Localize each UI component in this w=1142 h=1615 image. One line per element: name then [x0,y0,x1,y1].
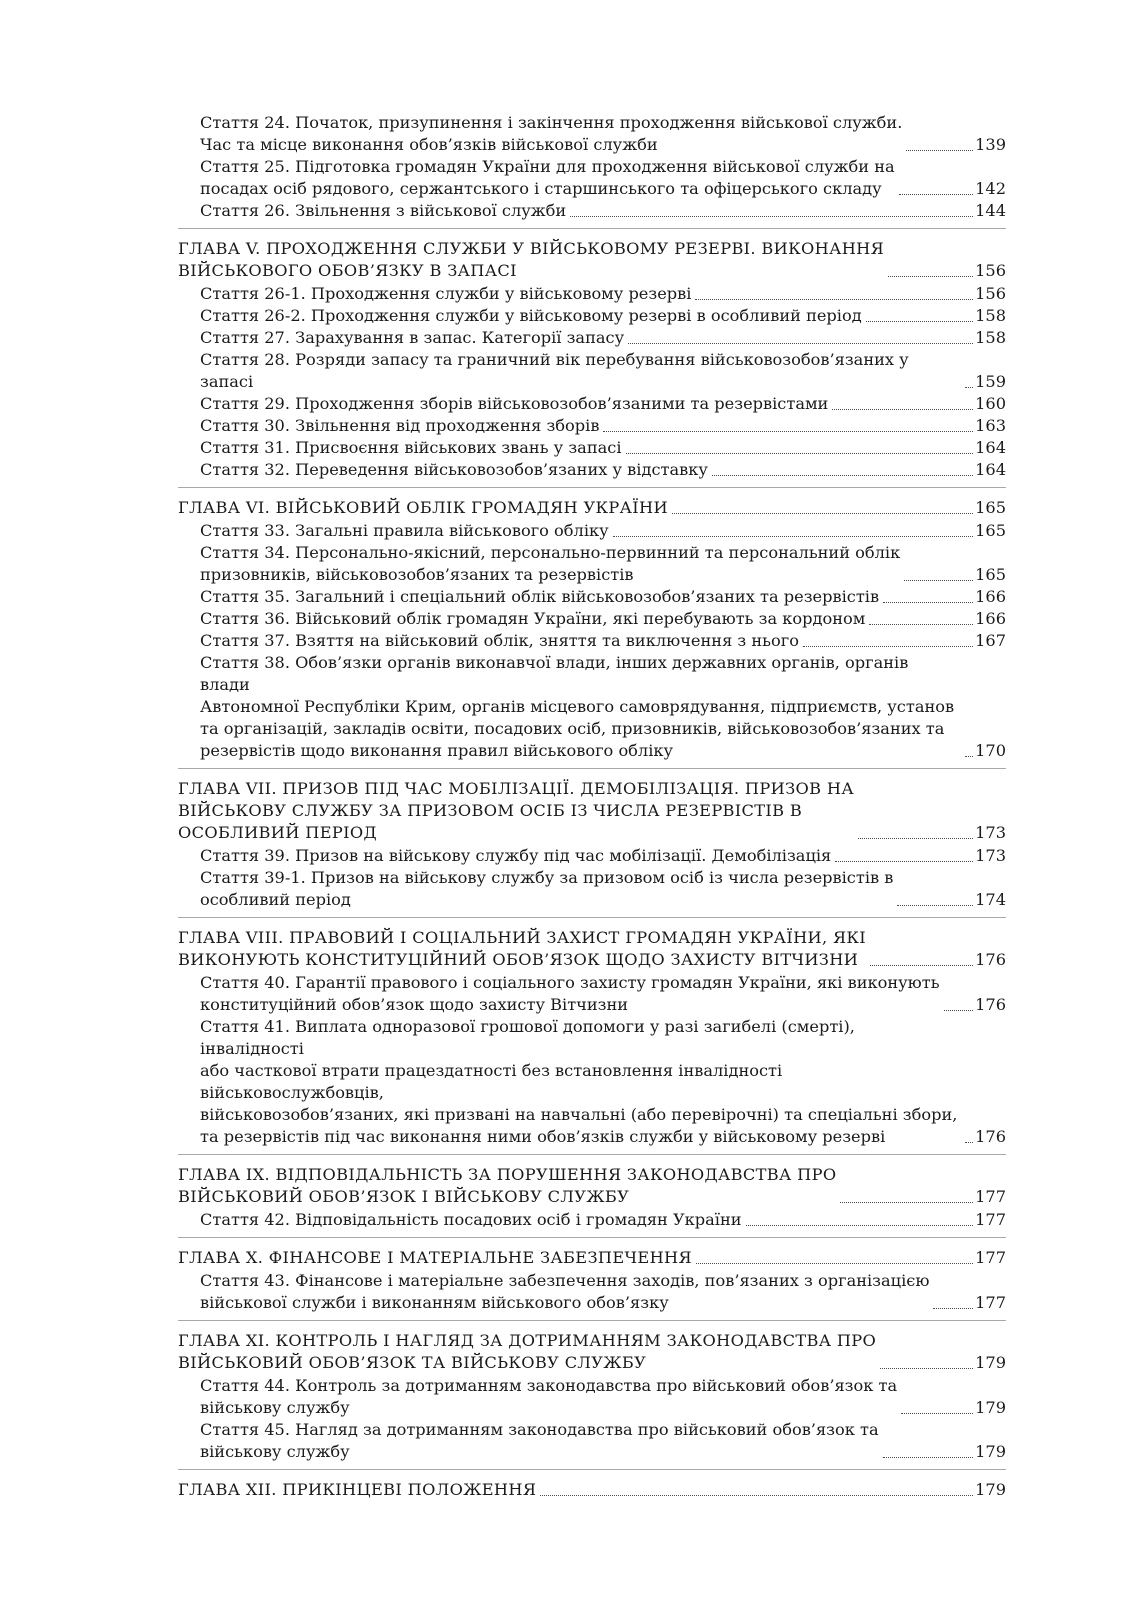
article-title: Стаття 26-2. Проходження служби у військовому резерві в особливий період [200,306,862,325]
chapter-heading-entry[interactable] [178,238,1006,282]
dot-leader [858,838,973,839]
article-title: Стаття 29. Проходження зборів військовозобов’язаними та резервістами [200,394,829,413]
article-entry[interactable] [178,867,1006,911]
article-entry[interactable] [178,305,1006,327]
toc-chapter [178,112,1006,229]
toc-chapter [178,238,1006,488]
article-page-number: 174 [975,890,1006,909]
toc-chapter [178,778,1006,918]
dot-leader [897,905,973,906]
article-page-number: 160 [975,394,1006,413]
table-of-contents [178,112,1006,1517]
chapter-heading-entry[interactable] [178,1164,1006,1208]
dot-leader [880,1368,973,1369]
toc-chapter [178,927,1006,1155]
dot-leader [906,150,973,151]
article-title: Стаття 36. Військовий облік громадян України, які перебувають за кордоном [200,609,866,628]
dot-leader [712,475,973,476]
article-title: Стаття 25. Підготовка громадян України для проходження військової служби на посадах осіб рядового, сержантського і старшинського та офіцерського складу [200,157,895,198]
chapter-heading-entry[interactable] [178,1247,1006,1269]
article-title: Стаття 39. Призов на військову службу під час мобілізації. Демобілізація [200,846,832,865]
chapter-heading-entry[interactable] [178,1330,1006,1374]
article-entry[interactable] [178,349,1006,393]
chapter-page-number: 156 [975,261,1006,280]
toc-chapter [178,1330,1006,1470]
article-page-number: 179 [975,1442,1006,1461]
dot-leader [570,216,973,217]
article-title: Стаття 44. Контроль за дотриманням законодавства про військовий обов’язок та військову службу [200,1376,898,1417]
chapter-page-number: 177 [975,1248,1006,1267]
article-title: Стаття 31. Присвоєння військових звань у запасі [200,438,622,457]
chapter-title: ГЛАВА VI. ВІЙСЬКОВИЙ ОБЛІК ГРОМАДЯН УКРАЇНИ [178,498,668,517]
article-entry[interactable] [178,586,1006,608]
article-title: Стаття 38. Обов’язки органів виконавчої влади, інших державних органів, органів влади Автономної Республіки Крим, органів місцевого самоврядування, підприємств, установ та організацій, закладів освіти, посадових осіб, призовників, військовозобов’язаних та резервістів щодо виконання правил військового обліку [200,653,955,760]
chapter-page-number: 179 [975,1480,1006,1499]
dot-leader [540,1495,973,1496]
article-title: Стаття 30. Звільнення від проходження зборів [200,416,600,435]
article-entry[interactable] [178,972,1006,1016]
article-entry[interactable] [178,520,1006,542]
article-page-number: 144 [975,201,1006,220]
article-page-number: 173 [975,846,1006,865]
article-entry[interactable] [178,1419,1006,1463]
article-page-number: 165 [975,565,1006,584]
article-page-number: 156 [975,284,1006,303]
article-entry[interactable] [178,1375,1006,1419]
dot-leader [696,1263,973,1264]
article-title: Стаття 37. Взяття на військовий облік, зняття та виключення з нього [200,631,799,650]
article-entry[interactable] [178,437,1006,459]
article-title: Стаття 40. Гарантії правового і соціального захисту громадян України, які виконують конституційний обов’язок щодо захисту Вітчизни [200,973,940,1014]
article-entry[interactable] [178,415,1006,437]
article-entry[interactable] [178,283,1006,305]
article-title: Стаття 35. Загальний і спеціальний облік військовозобов’язаних та резервістів [200,587,880,606]
toc-chapter [178,1164,1006,1238]
article-entry[interactable] [178,327,1006,349]
article-page-number: 166 [975,609,1006,628]
article-title: Стаття 32. Переведення військовозобов’язаних у відставку [200,460,708,479]
chapter-page-number: 165 [975,498,1006,517]
article-page-number: 177 [975,1210,1006,1229]
dot-leader [866,321,973,322]
toc-chapter [178,1479,1006,1508]
dot-leader [869,624,973,625]
article-title: Стаття 26-1. Проходження служби у військовому резерві [200,284,692,303]
toc-chapter [178,1247,1006,1321]
dot-leader [965,756,973,757]
article-page-number: 163 [975,416,1006,435]
article-title: Стаття 24. Початок, призупинення і закінчення проходження військової служби. Час та місце виконання обов’язків військової служби [200,113,903,154]
article-page-number: 164 [975,438,1006,457]
article-page-number: 165 [975,521,1006,540]
dot-leader [944,1010,974,1011]
article-title: Стаття 28. Розряди запасу та граничний вік перебування військовозобов’язаних у запасі [200,350,909,391]
article-page-number: 167 [975,631,1006,650]
dot-leader [835,861,973,862]
article-entry[interactable] [178,459,1006,481]
article-entry[interactable] [178,1016,1006,1148]
chapter-page-number: 173 [975,823,1006,842]
chapter-heading-entry[interactable] [178,1479,1006,1501]
dot-leader [695,299,973,300]
article-title: Стаття 33. Загальні правила військового обліку [200,521,609,540]
article-entry[interactable] [178,652,1006,762]
dot-leader [613,536,973,537]
article-entry[interactable] [178,1209,1006,1231]
article-entry[interactable] [178,608,1006,630]
article-entry[interactable] [178,1270,1006,1314]
article-entry[interactable] [178,845,1006,867]
article-page-number: 158 [975,328,1006,347]
article-title: Стаття 39-1. Призов на військову службу за призовом осіб із числа резервістів в особливий період [200,868,894,909]
article-title: Стаття 27. Зарахування в запас. Категорії запасу [200,328,625,347]
chapter-page-number: 176 [975,950,1006,969]
chapter-title: ГЛАВА VIII. ПРАВОВИЙ І СОЦІАЛЬНИЙ ЗАХИСТ ГРОМАДЯН УКРАЇНИ, ЯКІ ВИКОНУЮТЬ КОНСТИТУЦІЙНИЙ ОБОВ’ЯЗОК ЩОДО ЗАХИСТУ ВІТЧИЗНИ [178,928,867,969]
article-page-number: 159 [975,372,1006,391]
dot-leader [965,387,973,388]
article-page-number: 164 [975,460,1006,479]
dot-leader [888,276,973,277]
article-entry[interactable] [178,630,1006,652]
article-title: Стаття 43. Фінансове і матеріальне забезпечення заходів, пов’язаних з організацією військової служби і виконанням військового обов’язку [200,1271,930,1312]
article-entry[interactable] [178,542,1006,586]
dot-leader [840,1202,973,1203]
chapter-title: ГЛАВА XI. КОНТРОЛЬ І НАГЛЯД ЗА ДОТРИМАННЯМ ЗАКОНОДАВСТВА ПРО ВІЙСЬКОВИЙ ОБОВ’ЯЗОК ТА ВІЙСЬКОВУ СЛУЖБУ [178,1331,877,1372]
dot-leader [628,343,973,344]
article-entry[interactable] [178,112,1006,156]
dot-leader [933,1308,973,1309]
article-page-number: 176 [975,995,1006,1014]
dot-leader [883,602,973,603]
article-title: Стаття 41. Виплата одноразової грошової допомоги у разі загибелі (смерті), інвалідності або часткової втрати працездатності без встановлення інвалідності військовослужбовців, військовозобов’язаних, які призвані на навчальні (або перевірочні) та спеціальні збори, та резервістів під час виконання ними обов’язків служби у військовому резерві [200,1017,958,1146]
dot-leader [870,965,973,966]
article-page-number: 176 [975,1127,1006,1146]
article-page-number: 166 [975,587,1006,606]
chapter-title: ГЛАВА VII. ПРИЗОВ ПІД ЧАС МОБІЛІЗАЦІЇ. ДЕМОБІЛІЗАЦІЯ. ПРИЗОВ НА ВІЙСЬКОВУ СЛУЖБУ ЗА ПРИЗОВОМ ОСІБ ІЗ ЧИСЛА РЕЗЕРВІСТІВ В ОСОБЛИВИЙ ПЕРІОД [178,779,854,842]
chapter-page-number: 177 [975,1187,1006,1206]
article-page-number: 177 [975,1293,1006,1312]
article-title: Стаття 34. Персонально-якісний, персонально-первинний та персональний облік призовників, військовозобов’язаних та резервістів [200,543,901,584]
article-page-number: 142 [975,179,1006,198]
chapter-heading-entry[interactable] [178,778,1006,844]
article-entry[interactable] [178,393,1006,415]
dot-leader [672,513,973,514]
article-title: Стаття 42. Відповідальність посадових осіб і громадян України [200,1210,742,1229]
article-page-number: 179 [975,1398,1006,1417]
dot-leader [746,1225,974,1226]
dot-leader [901,1413,973,1414]
chapter-heading-entry[interactable] [178,927,1006,971]
chapter-title: ГЛАВА X. ФІНАНСОВЕ І МАТЕРІАЛЬНЕ ЗАБЕЗПЕЧЕННЯ [178,1248,692,1267]
article-title: Стаття 26. Звільнення з військової служби [200,201,567,220]
dot-leader [904,580,973,581]
dot-leader [965,1142,973,1143]
chapter-title: ГЛАВА V. ПРОХОДЖЕННЯ СЛУЖБИ У ВІЙСЬКОВОМУ РЕЗЕРВІ. ВИКОНАННЯ ВІЙСЬКОВОГО ОБОВ’ЯЗКУ В ЗАПАСІ [178,239,885,280]
dot-leader [832,409,973,410]
chapter-page-number: 179 [975,1353,1006,1372]
article-page-number: 139 [975,135,1006,154]
chapter-title: ГЛАВА XII. ПРИКІНЦЕВІ ПОЛОЖЕННЯ [178,1480,537,1499]
article-page-number: 158 [975,306,1006,325]
dot-leader [883,1457,973,1458]
article-page-number: 170 [975,741,1006,760]
chapter-heading-entry[interactable] [178,497,1006,519]
dot-leader [803,646,973,647]
dot-leader [899,194,973,195]
article-title: Стаття 45. Нагляд за дотриманням законодавства про військовий обов’язок та військову службу [200,1420,879,1461]
toc-chapter [178,497,1006,769]
chapter-title: ГЛАВА IX. ВІДПОВІДАЛЬНІСТЬ ЗА ПОРУШЕННЯ ЗАКОНОДАВСТВА ПРО ВІЙСЬКОВИЙ ОБОВ’ЯЗОК І ВІЙСЬКОВУ СЛУЖБУ [178,1165,837,1206]
dot-leader [603,431,973,432]
article-entry[interactable] [178,156,1006,200]
dot-leader [626,453,974,454]
article-entry[interactable] [178,200,1006,222]
